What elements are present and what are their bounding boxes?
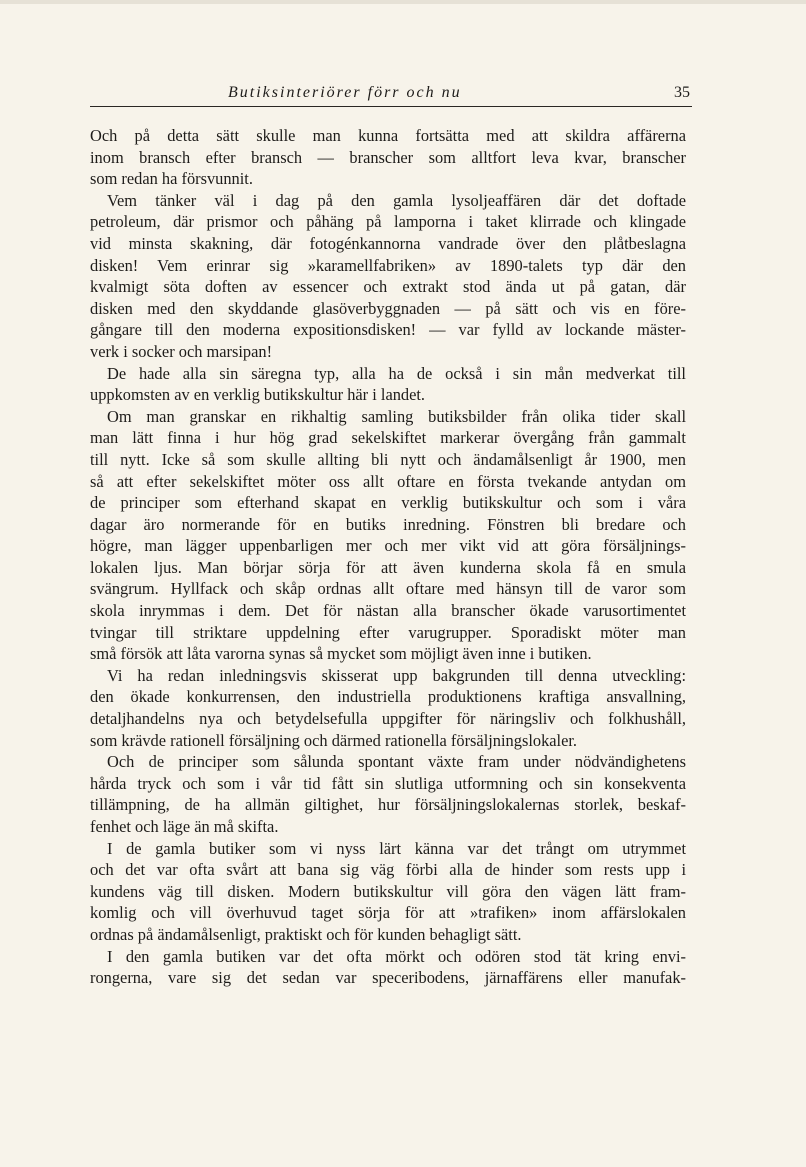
text-line: som redan ha försvunnit. [90, 169, 253, 189]
text-line: I den gamla butiken var det ofta mörkt och odören stod tät kring envi- [107, 946, 686, 966]
text-line: man lätt finna i hur hög grad sekelskiftet markerar övergång från gammalt [90, 428, 686, 448]
text-line: De hade alla sin säregna typ, alla ha de också i sin mån medverkat till [107, 363, 686, 383]
text-line: kundens väg till disken. Modern butikskultur vill göra den vägen lätt fram- [90, 881, 686, 901]
text-line: de principer som efterhand skapat en verklig butikskultur och som i våra [90, 493, 686, 513]
text-line: vid minsta skakning, där fotogénkannorna vandrade över den plåtbeslagna [90, 233, 686, 253]
text-line: verk i socker och marsipan! [90, 341, 273, 361]
running-header [90, 84, 692, 107]
running-title: Butiksinteriörer förr och nu [228, 84, 462, 101]
text-line: rongerna, vare sig det sedan var speceribodens, järnaffärens eller manufak- [90, 968, 686, 988]
body-text [90, 125, 686, 989]
text-line: kvalmigt söta doften av essencer och extrakt stod ända ut på gatan, där [90, 277, 686, 297]
text-line: Och på detta sätt skulle man kunna fortsätta med att skildra affärerna [90, 126, 686, 145]
text-line: svängrum. Hyllfack och skåp ordnas allt oftare med hänsyn till de varor som [90, 579, 686, 599]
text-line: disken med den skyddande glasöverbyggnaden — på sätt och vis en före- [90, 298, 686, 318]
text-line: tillämpning, de ha allmän giltighet, hur försäljningslokalernas storlek, beskaf- [90, 795, 686, 815]
text-line: lokalen ljus. Man börjar sörja för att även kunderna skola få en smula [90, 557, 686, 577]
text-line: högre, man lägger uppenbarligen mer och mer vikt vid att göra försäljnings- [90, 536, 686, 556]
text-line: ordnas på ändamålsenligt, praktiskt och för kunden behagligt sätt. [90, 924, 522, 944]
text-line: Vem tänker väl i dag på den gamla lysoljeaffären där det doftade [107, 190, 686, 210]
page-edge [0, 0, 806, 4]
text-line: till nytt. Icke så som skulle allting bli nytt och ändamålsenligt år 1900, men [90, 449, 686, 469]
text-line: komlig och vill överhuvud taget sörja för att »trafiken» inom affärslokalen [90, 903, 686, 923]
text-line: I de gamla butiker som vi nyss lärt känna var det trångt om utrymmet [107, 838, 686, 858]
text-line: disken! Vem erinrar sig »karamellfabriken» av 1890-talets typ där den [90, 255, 686, 275]
text-line: den ökade konkurrensen, den industriella produktionens kraftiga ansvallning, [90, 687, 686, 707]
text-line: petroleum, där prismor och påhäng på lamporna i taket klirrade och klingade [90, 212, 686, 232]
text-line: tvingar till striktare uppdelning efter varugrupper. Sporadiskt möter man [90, 622, 686, 642]
text-line: som krävde rationell försäljning och därmed rationella försäljningslokaler. [90, 730, 578, 750]
text-line: skola inrymmas i dem. Det för nästan alla branscher ökade varusortimentet [90, 601, 686, 621]
text-line: inom bransch efter bransch — branscher som alltfort leva kvar, branscher [90, 147, 686, 167]
text-line: detaljhandelns nya och betydelsefulla uppgifter för näringsliv och folkhushåll, [90, 709, 686, 729]
text-line: Om man granskar en rikhaltig samling butiksbilder från olika tider skall [107, 406, 686, 426]
text-line: och det var ofta svårt att bana sig väg förbi alla de hinder som rests upp i [90, 860, 686, 880]
text-line: gångare till den moderna expositionsdisken! — var fylld av lockande mäster- [90, 320, 686, 340]
text-line: så att efter sekelskiftet möter oss allt oftare en första tvekande antydan om [90, 471, 686, 491]
text-line: uppkomsten av en verklig butikskultur här i landet. [90, 385, 426, 405]
text-line: dagar äro normerande för en butiks inredning. Fönstren bli bredare och [90, 514, 686, 534]
text-line: hårda tryck och som i vår tid fått sin slutliga utformning och sin konsekventa [90, 773, 686, 793]
text-line: små försök att låta varorna synas så mycket som möjligt även inne i butiken. [90, 644, 592, 664]
text-line: fenhet och läge än må skifta. [90, 817, 279, 836]
text-line: Och de principer som sålunda spontant växte fram under nödvändighetens [107, 752, 686, 772]
text-line: Vi ha redan inledningsvis skisserat upp bakgrunden till denna utveckling: [107, 665, 686, 685]
page-number: 35 [674, 84, 690, 101]
